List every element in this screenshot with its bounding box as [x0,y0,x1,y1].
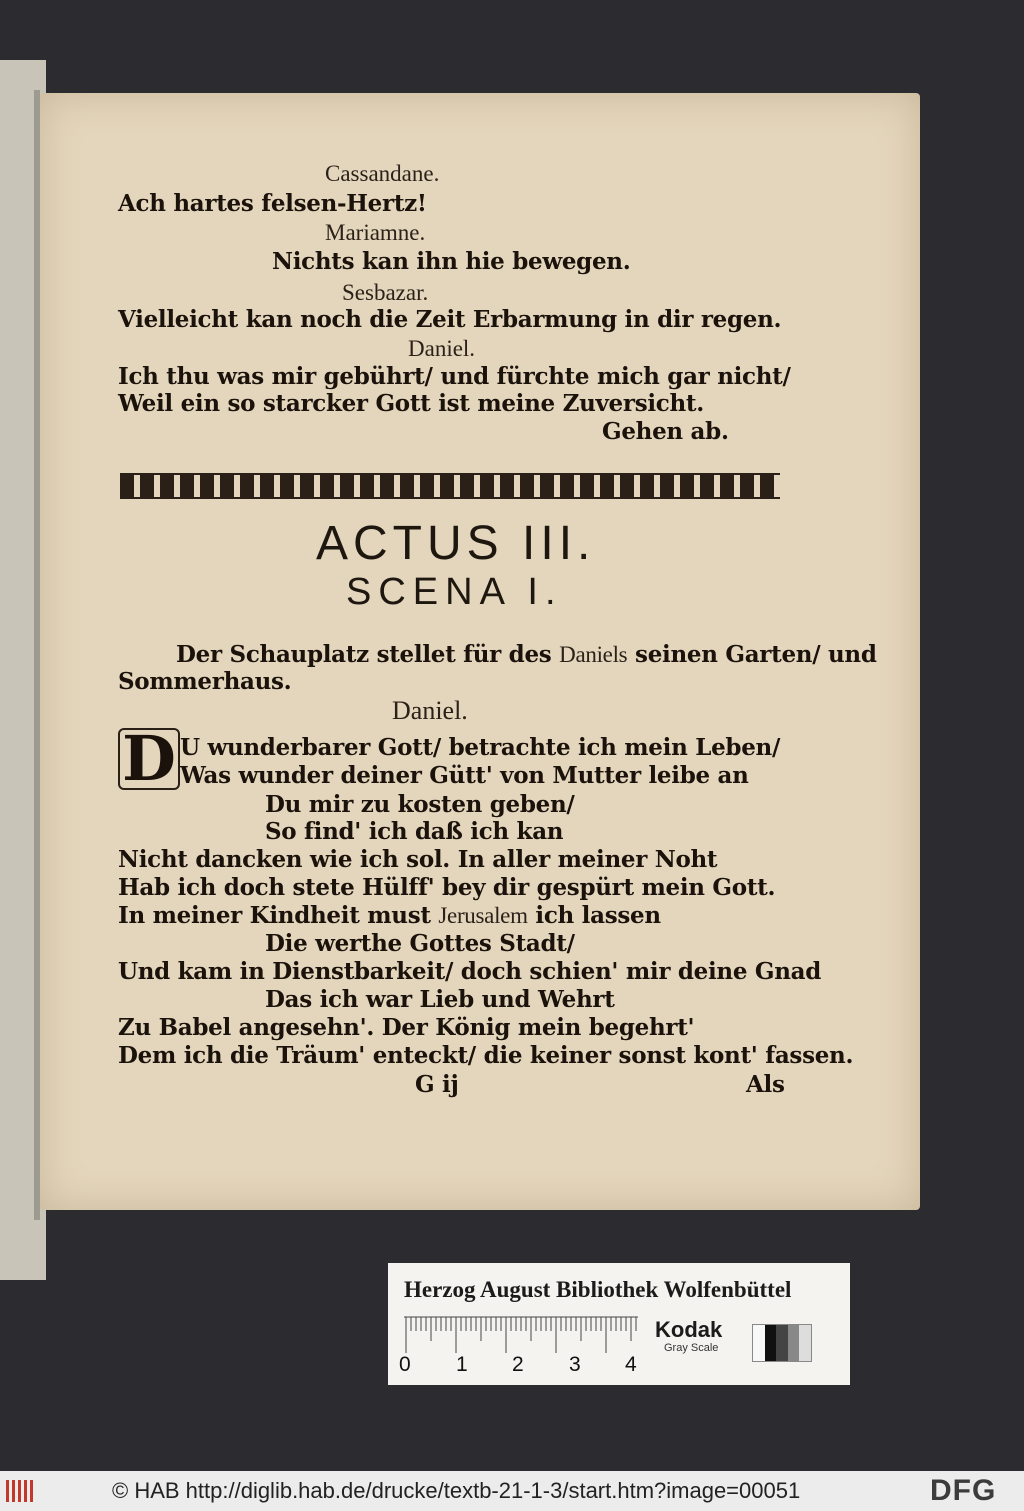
kodak-logo: Kodak [655,1317,723,1342]
gray-scale-swatches [752,1324,812,1362]
line-gehen-ab: Gehen ab. [602,418,729,445]
scale-number-4: 4 [625,1353,637,1376]
speaker-daniel-2: Daniel. [392,696,468,725]
copyright-url-text: © HAB http://diglib.hab.de/drucke/textb-21-1-3/start.htm?image=00051 [112,1478,801,1503]
page-text [40,93,920,1210]
verse-line-6: Hab ich doch stete Hülff' bey dir gespürt mein Gott. [118,874,776,901]
line-weil: Weil ein so starcker Gott ist meine Zuversicht. [118,390,704,417]
decorative-ornament-band [120,473,780,499]
gray-scale-caption: Gray Scale [664,1342,719,1354]
swatch-dark-gray [776,1325,788,1361]
library-name: Herzog August Bibliothek Wolfenbüttel [404,1277,792,1302]
verse-7c: ich lassen [535,902,661,929]
speaker-sesbazar: Sesbazar. [342,280,429,305]
act-heading: ACTUS III. [316,517,596,570]
swatch-black [765,1325,777,1361]
verse-line-9: Und kam in Dienstbarkeit/ doch schien' mir deine Gnad [118,958,822,985]
verse-line-12: Dem ich die Träum' enteckt/ die keiner sonst kont' fassen. [118,1042,854,1069]
scale-number-0: 0 [399,1353,411,1376]
stage-direction-c: seinen Garten/ und [635,641,877,668]
swatch-gray [788,1325,800,1361]
catchword: Als [746,1071,785,1098]
hab-barcode-icon [6,1476,36,1506]
verse-line-8: Die werthe Gottes Stadt/ [265,930,575,957]
drop-cap-initial: D [118,728,180,790]
book-page [40,93,920,1210]
verse-line-11: Zu Babel angesehn'. Der König mein begehrt' [118,1014,695,1041]
dfg-logo: DFG [930,1474,997,1507]
speaker-cassandane: Cassandane. [325,161,440,186]
line-ach: Ach hartes felsen-Hertz! [118,190,427,217]
verse-line-7 [118,904,661,927]
verse-line-5: Nicht dancken wie ich sol. In aller meiner Noht [118,846,718,873]
stage-direction-line-2: Sommerhaus. [118,668,292,695]
stage-direction-a: Der Schauplatz stellet für des [176,641,552,668]
signature-mark: G ij [415,1071,459,1098]
scene-heading: SCENA I. [346,571,563,613]
stage-direction-daniels: Daniels [559,642,628,667]
verse-line-10: Das ich war Lieb und Wehrt [265,986,615,1013]
stage-direction-line-1 [176,643,877,666]
scale-number-1: 1 [456,1353,468,1376]
scale-number-2: 2 [512,1353,524,1376]
speaker-mariamne: Mariamne. [325,220,426,245]
verse-7-jerusalem: Jerusalem [438,903,528,928]
swatch-light-gray [799,1325,811,1361]
line-ich-thu: Ich thu was mir gebührt/ und fürchte mich gar nicht/ [118,363,791,390]
ruler-scale-icon [404,1315,638,1357]
verse-line-3: Du mir zu kosten geben/ [265,791,575,818]
verse-line-2: Was wunder deiner Gütt' von Mutter leibe an [180,762,749,789]
speaker-daniel-1: Daniel. [408,336,476,361]
verse-line-1: U wunderbarer Gott/ betrachte ich mein Leben/ [180,734,781,761]
line-nichts: Nichts kan ihn hie bewegen. [272,248,631,275]
verse-line-4: So find' ich daß ich kan [265,818,564,845]
scale-number-3: 3 [569,1353,581,1376]
swatch-white [753,1325,765,1361]
verse-7a: In meiner Kindheit must [118,902,431,929]
line-vielleicht: Vielleicht kan noch die Zeit Erbarmung in dir regen. [118,306,782,333]
